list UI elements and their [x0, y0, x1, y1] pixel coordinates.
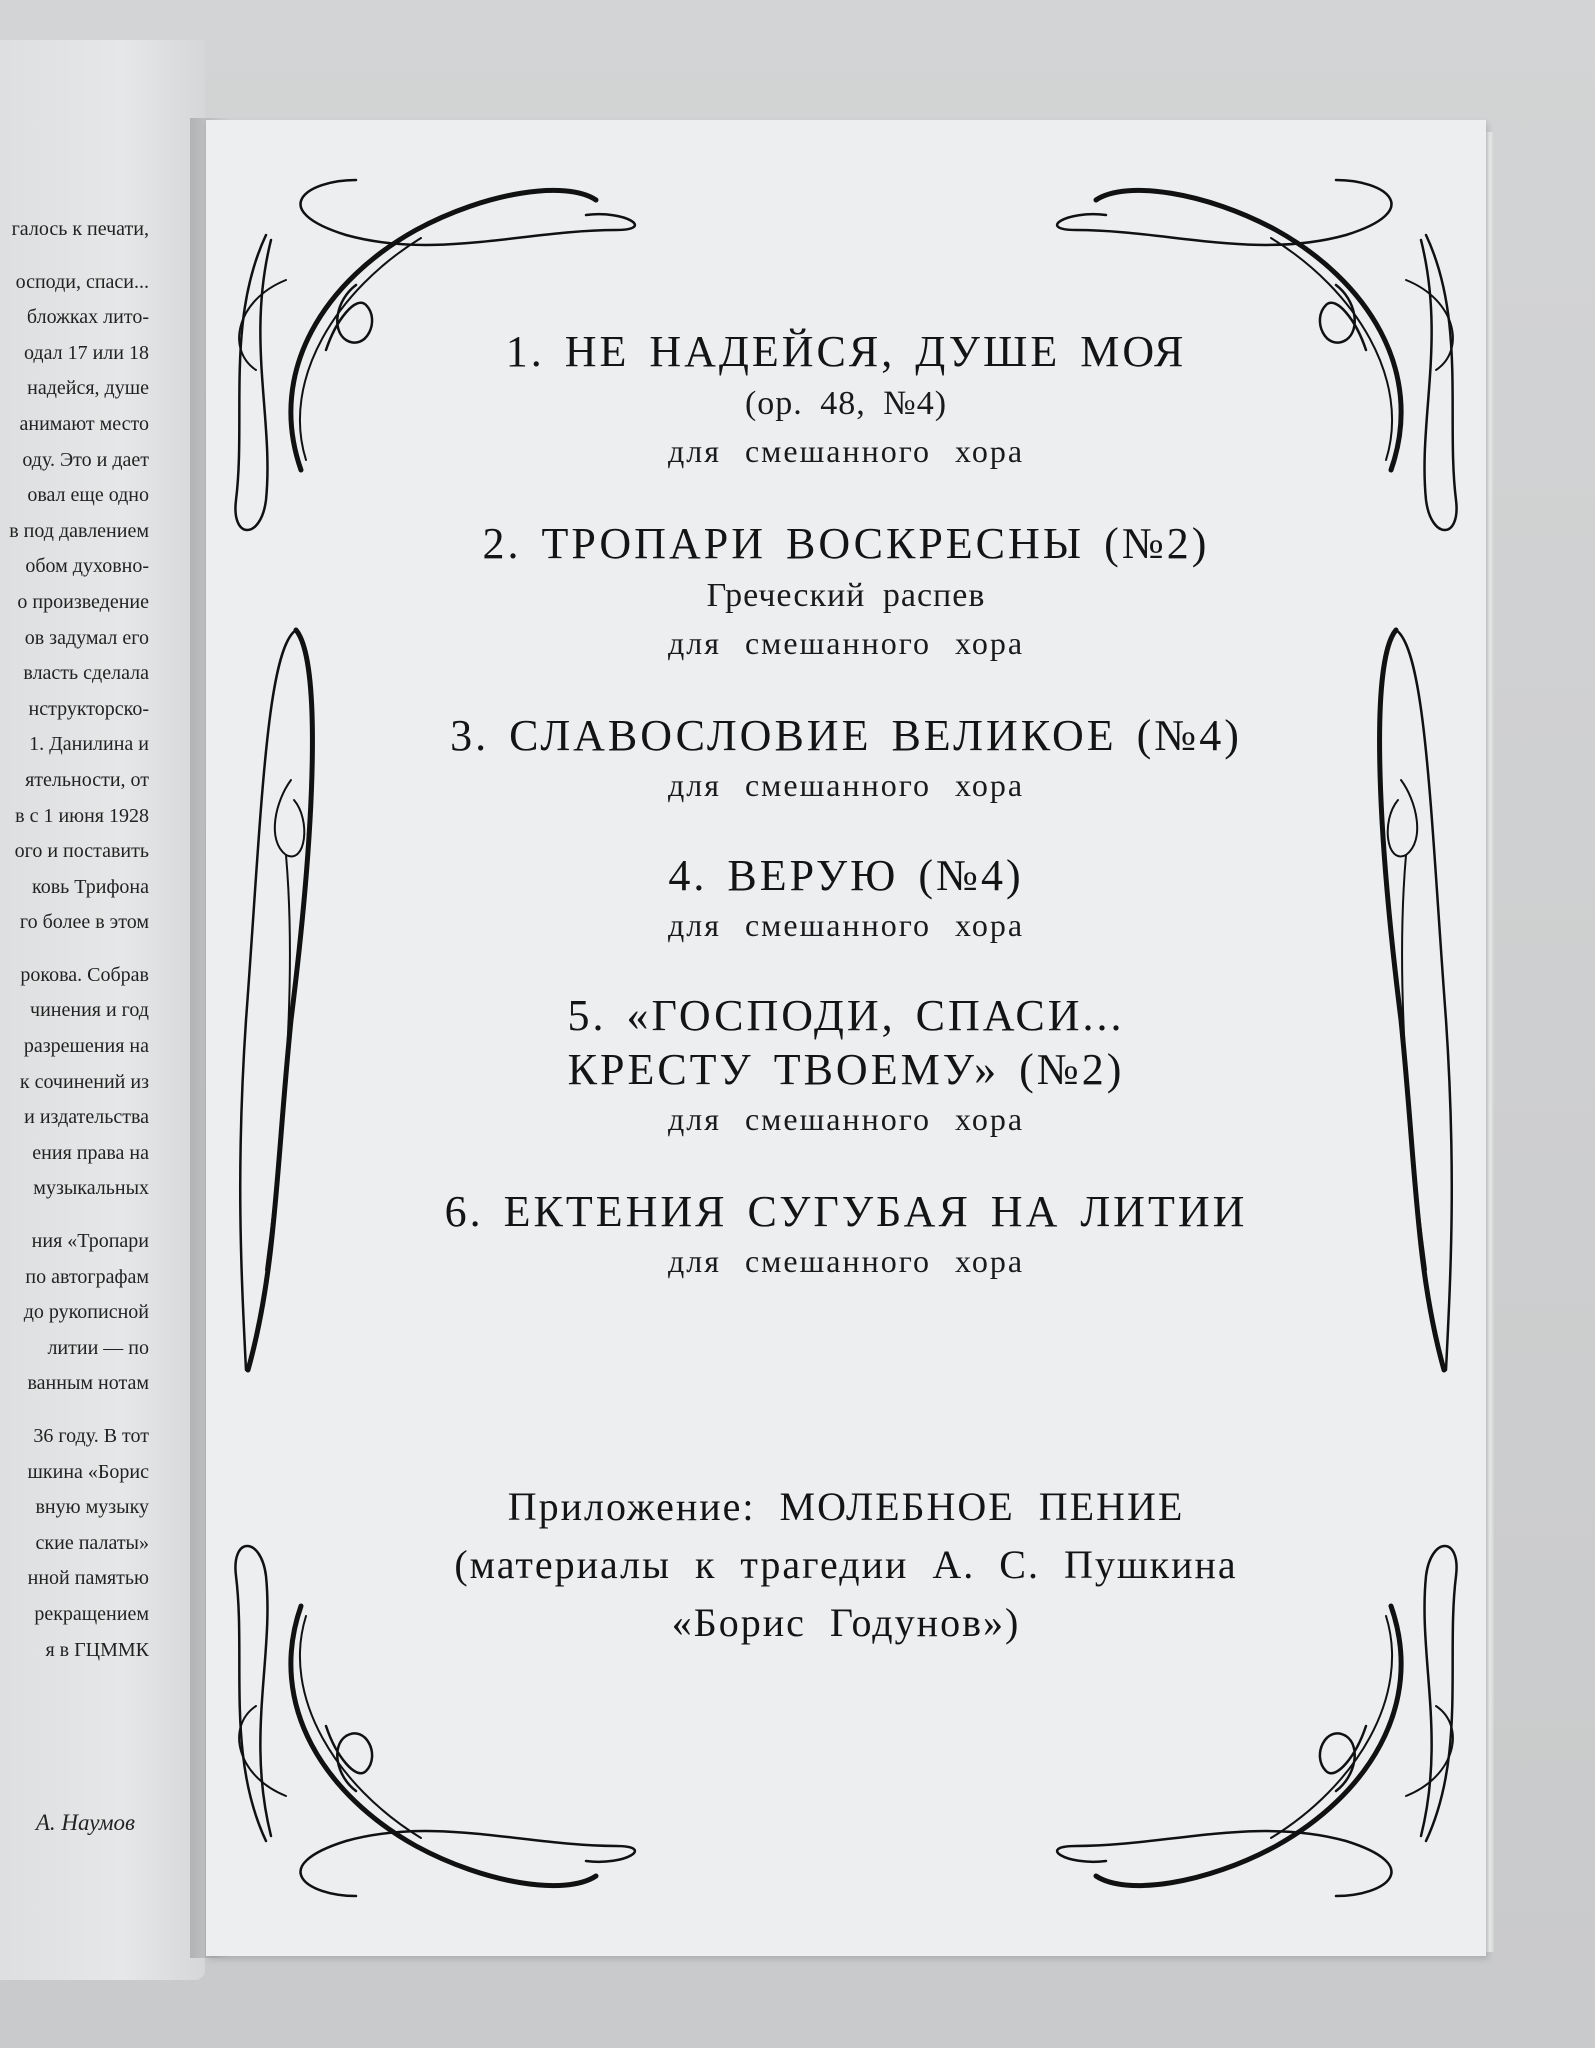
left-page-line: надейся, душе — [27, 377, 149, 400]
left-page-line: осподи, спаси... — [15, 270, 149, 293]
left-page-line: ванным нотам — [27, 1372, 149, 1395]
contents-entry — [206, 517, 1486, 665]
entry-description: для смешанного хора — [667, 625, 1025, 661]
contents-list — [206, 325, 1486, 1283]
left-page-line: бложках лито- — [26, 306, 149, 329]
left-page-line: 1. Данилина и — [29, 733, 149, 756]
entry-opus: (ор. 48, №4) — [744, 385, 948, 422]
left-page-line: го более в этом — [19, 911, 149, 934]
left-page-line: я в ГЦММК — [45, 1638, 149, 1661]
entry-title: 4. ВЕРУЮ (№4) — [668, 851, 1024, 900]
left-page-line: чинения и год — [30, 999, 149, 1022]
entry-title: 2. ТРОПАРИ ВОСКРЕСНЫ (№2) — [482, 519, 1210, 568]
entry-description: для смешанного хора — [667, 433, 1025, 469]
left-page-line: литии — по — [47, 1336, 149, 1359]
left-page-line: обом духовно- — [25, 555, 149, 578]
left-page-line: к сочинений из — [19, 1070, 149, 1093]
left-page-line: о произведение — [17, 590, 149, 613]
left-page-line: в под давлением — [9, 519, 149, 542]
entry-description: для смешанного хора — [667, 907, 1025, 943]
appendix-heading: Приложение: МОЛЕБНОЕ ПЕНИЕ — [507, 1484, 1185, 1529]
entry-description: для смешанного хора — [667, 1243, 1025, 1279]
contents-entry — [206, 849, 1486, 947]
left-page-line: овал еще одно — [27, 484, 149, 507]
left-page-line: рокова. Собрав — [20, 963, 149, 986]
left-page — [0, 40, 205, 1980]
page-edge — [1486, 132, 1494, 1952]
left-page-line: рекращением — [34, 1602, 149, 1625]
left-page-line: власть сделала — [23, 662, 149, 685]
left-page-line: до рукописной — [23, 1301, 149, 1324]
left-page-line: ения права на — [32, 1141, 149, 1164]
left-page-line: по автографам — [25, 1265, 149, 1288]
left-page-line: шкина «Борис — [27, 1460, 149, 1483]
contents-entry — [206, 709, 1486, 807]
appendix-note-line: (материалы к трагедии А. С. Пушкина — [454, 1542, 1238, 1587]
contents-entry — [206, 325, 1486, 473]
left-page-text — [9, 212, 149, 1668]
entry-title: 3. СЛАВОСЛОВИЕ ВЕЛИКОЕ (№4) — [450, 711, 1242, 760]
left-page-line: 36 году. В тот — [33, 1425, 149, 1447]
entry-title: 1. НЕ НАДЕЙСЯ, ДУШЕ МОЯ — [505, 327, 1187, 376]
left-page-line: нструкторско- — [28, 697, 149, 720]
appendix-note-line: «Борис Годунов») — [671, 1600, 1021, 1645]
entry-description: для смешанного хора — [667, 767, 1025, 803]
left-page-line: вную музыку — [35, 1496, 149, 1519]
left-page-line: оду. Это и дает — [22, 448, 149, 471]
left-page-line: ковь Трифона — [32, 875, 149, 898]
left-page-line: ния «Тропари — [31, 1230, 149, 1253]
left-page-line: ские палаты» — [35, 1531, 149, 1554]
entry-title-line-1: 5. «ГОСПОДИ, СПАСИ... — [567, 991, 1125, 1040]
left-page-line: ого и поставить — [14, 840, 149, 863]
contents-entry — [206, 989, 1486, 1141]
contents-entry — [206, 1185, 1486, 1283]
left-page-line: анимают место — [19, 412, 149, 435]
entry-subtitle: Греческий распев — [706, 577, 986, 614]
left-page-line: и издательства — [24, 1106, 149, 1129]
entry-title-line-2: КРЕСТУ ТВОЕМУ» (№2) — [567, 1045, 1125, 1094]
left-page-line: ов задумал его — [24, 626, 149, 649]
left-page-line: одал 17 или 18 — [23, 341, 149, 364]
left-page-line: музыкальных — [33, 1177, 149, 1200]
entry-title: 6. ЕКТЕНИЯ СУГУБАЯ НА ЛИТИИ — [444, 1187, 1248, 1236]
left-page-line: в с 1 июня 1928 — [15, 804, 149, 827]
left-page-line: галось к печати, — [11, 218, 149, 240]
entry-description: для смешанного хора — [667, 1101, 1025, 1137]
appendix-block — [206, 1478, 1486, 1652]
left-page-line: нной памятью — [27, 1567, 149, 1590]
left-page-line: ятельности, от — [25, 768, 149, 791]
author-signature: А. Наумов — [35, 1810, 135, 1835]
left-page-line: разрешения на — [23, 1035, 149, 1058]
